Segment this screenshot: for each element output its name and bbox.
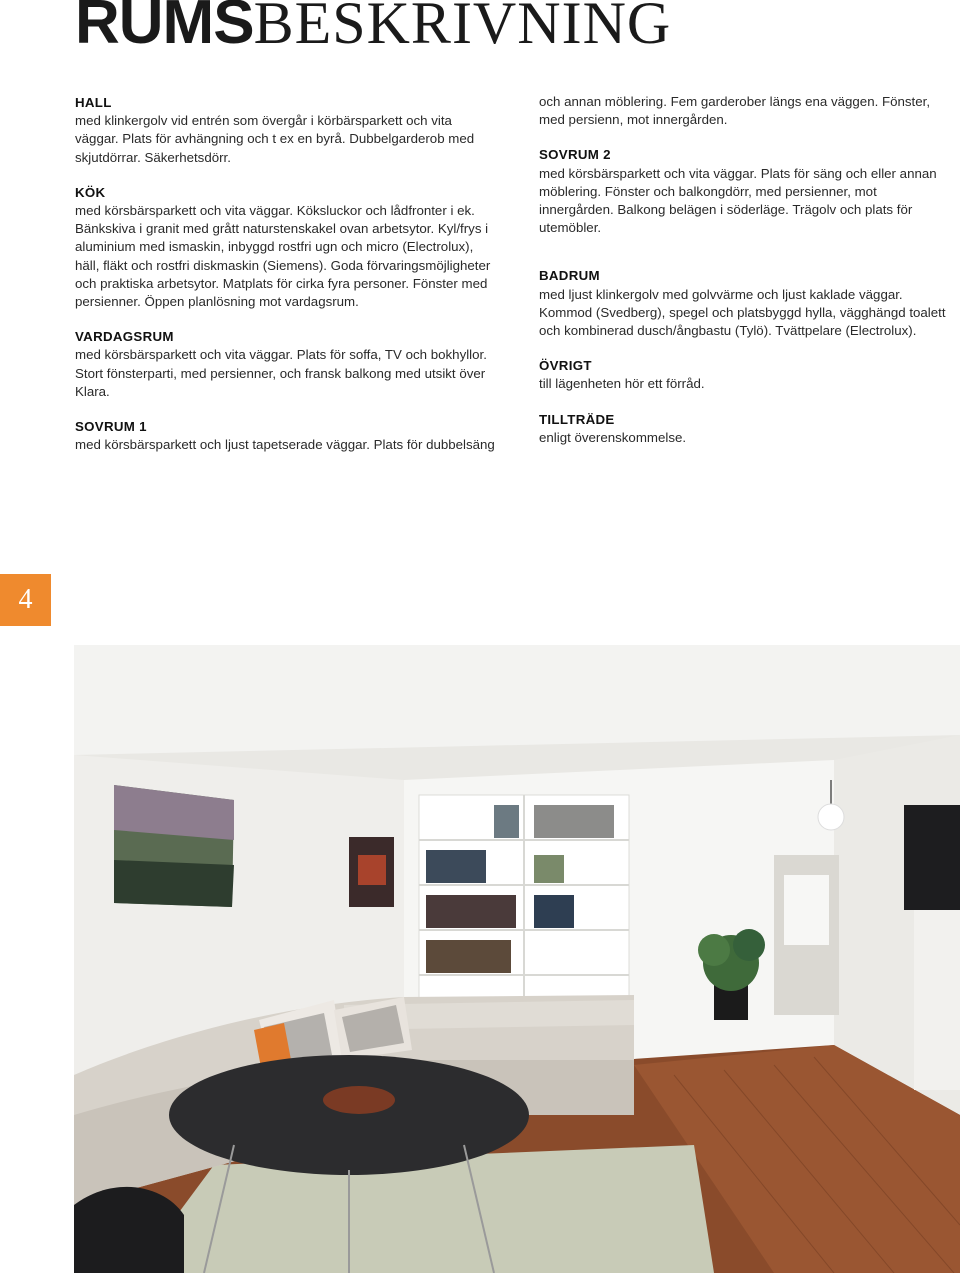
page-title-bold: RUMS bbox=[75, 0, 254, 57]
pendant-lamp bbox=[818, 804, 844, 830]
section-text: med körsbärsparkett och ljust tapetserade väggar. Plats för dubbelsäng bbox=[75, 437, 495, 453]
coffee-table bbox=[169, 1055, 529, 1175]
doorway bbox=[774, 855, 839, 1015]
section-continuation bbox=[539, 93, 954, 129]
ceiling bbox=[74, 645, 960, 755]
section-heading: VARDAGSRUM bbox=[75, 329, 174, 345]
section-hall bbox=[75, 94, 495, 167]
section-heading: ÖVRIGT bbox=[539, 358, 592, 374]
section-kok bbox=[75, 184, 495, 311]
tv bbox=[904, 805, 960, 910]
white-cabinet bbox=[914, 910, 960, 1090]
living-room-illustration bbox=[74, 645, 960, 1273]
section-heading: KÖK bbox=[75, 184, 106, 200]
page-number-tab bbox=[0, 574, 51, 626]
continuation-text: och annan möblering. Fem garderober längs ena väggen. Fönster, med persienn, mot innergården. bbox=[539, 94, 931, 128]
left-column bbox=[75, 94, 495, 471]
section-heading: SOVRUM 2 bbox=[539, 147, 611, 163]
decor-bowl bbox=[323, 1086, 395, 1114]
page-title-serif: BESKRIVNING bbox=[253, 0, 672, 56]
section-text: enligt överenskommelse. bbox=[539, 429, 687, 445]
section-heading: BADRUM bbox=[539, 268, 600, 284]
painting-small bbox=[349, 837, 394, 907]
painting-large bbox=[114, 785, 234, 907]
section-ovrigt bbox=[539, 357, 954, 393]
section-sovrum-2 bbox=[539, 146, 954, 237]
section-heading: TILLTRÄDE bbox=[539, 411, 615, 427]
section-text: med ljust klinkergolv med golvvärme och ljust kaklade väggar. Kommod (Svedberg), spegel och platsbyggd hylla, vägghängd toalett och kombinerad dusch/ångbastu (Tylö). Tvättpelare (Electrolux). bbox=[539, 286, 946, 339]
section-sovrum-1 bbox=[75, 418, 495, 454]
page-title bbox=[75, 0, 672, 57]
section-vardagsrum bbox=[75, 328, 495, 401]
section-text: med körsbärsparkett och vita väggar. Plats för soffa, TV och bokhyllor. Stort fönsterparti, med persienner, och fransk balkong med utsikt över Klara. bbox=[75, 347, 487, 399]
section-text: till lägenheten hör ett förråd. bbox=[539, 376, 705, 392]
section-tilltrade bbox=[539, 411, 954, 447]
armchair bbox=[74, 1187, 184, 1273]
living-room-photo bbox=[74, 645, 960, 1273]
section-heading: SOVRUM 1 bbox=[75, 419, 147, 435]
section-text: med klinkergolv vid entrén som övergår i körbärsparkett och vita väggar. Plats för avhängning och t ex en byrå. Dubbelgarderob med skjutdörrar. Säkerhetsdörr. bbox=[75, 113, 475, 165]
page-number: 4 bbox=[18, 584, 33, 615]
right-column bbox=[539, 93, 954, 464]
section-text: med körsbärsparkett och vita väggar. Köksluckor och lådfronter i ek. Bänkskiva i granit med grått naturstenskakel ovan arbetsytor. Kyl/frys i aluminium med ismaskin, inbyggd rostfri ugn och micro (Electrolux), häll, fläkt och rostfri diskmaskin (Siemens). Goda förvaringsmöjligheter och praktiska arbetsytor. Matplats för cirka fyra personer. Fönster med persienner. Öppen planlösning mot vardagsrum. bbox=[75, 203, 491, 310]
section-heading: HALL bbox=[75, 95, 112, 110]
section-text: med körsbärsparkett och vita väggar. Plats för säng och eller annan möblering. Fönster och balkongdörr, med persienner, mot innergården. Balkong belägen i söderläge. Trägolv och plats för utemöbler. bbox=[539, 165, 937, 236]
section-badrum bbox=[539, 267, 954, 340]
